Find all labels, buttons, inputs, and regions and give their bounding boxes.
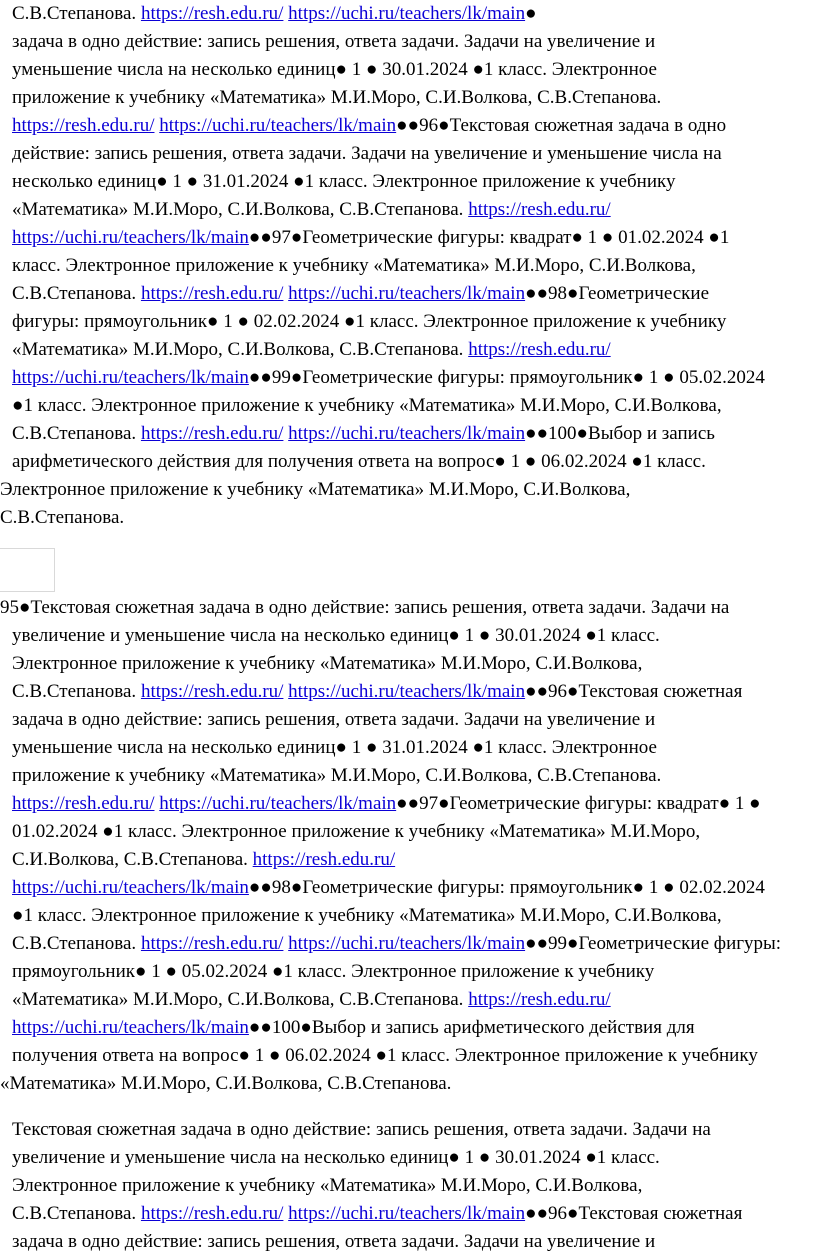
resh-link[interactable]: https://resh.edu.ru/ bbox=[140, 1203, 284, 1224]
text-line: задача в одно действие: запись решения, ответа задачи. Задачи на увеличение и bbox=[12, 31, 656, 52]
text-line: Электронное приложение к учебнику «Математика» М.И.Моро, С.И.Волкова, bbox=[12, 653, 643, 674]
text-line: 01.02.2024 ●1 класс. Электронное приложение к учебнику «Математика» М.И.Моро, bbox=[12, 821, 701, 842]
text-line: уменьшение числа на несколько единиц● 1 ● 30.01.2024 ●1 класс. Электронное bbox=[12, 59, 657, 80]
text-line bbox=[12, 930, 781, 958]
text-line: ●1 класс. Электронное приложение к учебнику «Математика» М.И.Моро, С.И.Волкова, bbox=[12, 905, 722, 926]
resh-link[interactable]: https://resh.edu.ru/ bbox=[140, 681, 284, 702]
text: «Математика» М.И.Моро, С.И.Волкова, С.В.Степанова. bbox=[12, 199, 464, 220]
uchi-link[interactable]: https://uchi.ru/teachers/lk/main bbox=[288, 681, 526, 702]
text: С.В.Степанова. bbox=[12, 3, 137, 24]
text-line: Текстовая сюжетная задача в одно действие: запись решения, ответа задачи. Задачи на bbox=[12, 1119, 711, 1140]
resh-link[interactable]: https://resh.edu.ru/ bbox=[140, 933, 284, 954]
text: ●●97●Геометрические фигуры: квадрат● 1 ● 01.02.2024 ●1 bbox=[248, 227, 730, 248]
text-line bbox=[12, 874, 765, 902]
uchi-link[interactable]: https://uchi.ru/teachers/lk/main bbox=[159, 793, 397, 814]
text-line bbox=[12, 0, 537, 28]
text-line: уменьшение числа на несколько единиц● 1 ● 31.01.2024 ●1 класс. Электронное bbox=[12, 737, 657, 758]
text-line bbox=[12, 1014, 695, 1042]
text-line: ●1 класс. Электронное приложение к учебнику «Математика» М.И.Моро, С.И.Волкова, bbox=[12, 395, 722, 416]
resh-link[interactable]: https://resh.edu.ru/ bbox=[140, 283, 284, 304]
text-line: приложение к учебнику «Математика» М.И.Моро, С.И.Волкова, С.В.Степанова. bbox=[12, 765, 662, 786]
text-line bbox=[12, 196, 611, 224]
text: ●●99●Геометрические фигуры: bbox=[525, 933, 782, 954]
uchi-link[interactable]: https://uchi.ru/teachers/lk/main bbox=[288, 933, 526, 954]
text-line bbox=[12, 280, 709, 308]
text-line: класс. Электронное приложение к учебнику «Математика» М.И.Моро, С.И.Волкова, bbox=[12, 255, 696, 276]
text: ●●97●Геометрические фигуры: квадрат● 1 ● bbox=[396, 793, 761, 814]
text: С.В.Степанова. bbox=[12, 681, 137, 702]
text-line: действие: запись решения, ответа задачи. Задачи на увеличение и уменьшение числа на bbox=[12, 143, 722, 164]
uchi-link[interactable]: https://uchi.ru/teachers/lk/main bbox=[159, 115, 397, 136]
text-line: 95●Текстовая сюжетная задача в одно действие: запись решения, ответа задачи. Задачи на bbox=[0, 597, 730, 618]
text-line bbox=[12, 678, 742, 706]
text-line bbox=[12, 364, 765, 392]
text-line: увеличение и уменьшение числа на несколько единиц● 1 ● 30.01.2024 ●1 класс. bbox=[12, 1147, 660, 1168]
text-line bbox=[12, 224, 729, 252]
text-line: прямоугольник● 1 ● 05.02.2024 ●1 класс. Электронное приложение к учебнику bbox=[12, 961, 655, 982]
text: «Математика» М.И.Моро, С.И.Волкова, С.В.Степанова. bbox=[12, 989, 464, 1010]
text-line bbox=[12, 336, 611, 364]
uchi-link[interactable]: https://uchi.ru/teachers/lk/main bbox=[12, 1017, 249, 1038]
resh-link[interactable]: https://resh.edu.ru/ bbox=[252, 849, 396, 870]
uchi-link[interactable]: https://uchi.ru/teachers/lk/main bbox=[288, 3, 526, 24]
text-line: несколько единиц● 1 ● 31.01.2024 ●1 класс. Электронное приложение к учебнику bbox=[12, 171, 676, 192]
bullet: ● bbox=[525, 3, 537, 24]
resh-link[interactable]: https://resh.edu.ru/ bbox=[468, 339, 611, 360]
text-line: задача в одно действие: запись решения, ответа задачи. Задачи на увеличение и bbox=[12, 1231, 656, 1252]
uchi-link[interactable]: https://uchi.ru/teachers/lk/main bbox=[12, 877, 249, 898]
text: ●●99●Геометрические фигуры: прямоугольник● 1 ● 05.02.2024 bbox=[248, 367, 765, 388]
text: ●●96●Текстовая сюжетная задача в одно bbox=[396, 115, 727, 136]
resh-link[interactable]: https://resh.edu.ru/ bbox=[468, 989, 611, 1010]
resh-link[interactable]: https://resh.edu.ru/ bbox=[140, 423, 284, 444]
text-line bbox=[12, 986, 611, 1014]
resh-link[interactable]: https://resh.edu.ru/ bbox=[468, 199, 611, 220]
text-line: задача в одно действие: запись решения, ответа задачи. Задачи на увеличение и bbox=[12, 709, 656, 730]
text-line: Электронное приложение к учебнику «Математика» М.И.Моро, С.И.Волкова, bbox=[0, 479, 631, 500]
text-line: «Математика» М.И.Моро, С.И.Волкова, С.В.Степанова. bbox=[0, 1073, 452, 1094]
text-line bbox=[12, 790, 761, 818]
uchi-link[interactable]: https://uchi.ru/teachers/lk/main bbox=[12, 367, 249, 388]
uchi-link[interactable]: https://uchi.ru/teachers/lk/main bbox=[288, 423, 526, 444]
text: ●●100●Выбор и запись арифметического действия для bbox=[248, 1017, 695, 1038]
text: С.В.Степанова. bbox=[12, 423, 137, 444]
text-line: увеличение и уменьшение числа на несколько единиц● 1 ● 30.01.2024 ●1 класс. bbox=[12, 625, 660, 646]
text: ●●96●Текстовая сюжетная bbox=[525, 681, 743, 702]
text: С.В.Степанова. bbox=[12, 1203, 137, 1224]
uchi-link[interactable]: https://uchi.ru/teachers/lk/main bbox=[12, 227, 249, 248]
uchi-link[interactable]: https://uchi.ru/teachers/lk/main bbox=[288, 1203, 526, 1224]
text-line bbox=[12, 420, 715, 448]
text: С.И.Волкова, С.В.Степанова. bbox=[12, 849, 248, 870]
text: ●●98●Геометрические фигуры: прямоугольник● 1 ● 02.02.2024 bbox=[248, 877, 765, 898]
text-line: получения ответа на вопрос● 1 ● 06.02.2024 ●1 класс. Электронное приложение к учебнику bbox=[12, 1045, 758, 1066]
text: ●●100●Выбор и запись bbox=[525, 423, 715, 444]
text-line bbox=[12, 112, 726, 140]
text: ●●96●Текстовая сюжетная bbox=[525, 1203, 743, 1224]
text-line bbox=[12, 846, 395, 874]
uchi-link[interactable]: https://uchi.ru/teachers/lk/main bbox=[288, 283, 526, 304]
text: ●●98●Геометрические bbox=[525, 283, 710, 304]
text-line: фигуры: прямоугольник● 1 ● 02.02.2024 ●1 класс. Электронное приложение к учебнику bbox=[12, 311, 727, 332]
resh-link[interactable]: https://resh.edu.ru/ bbox=[140, 3, 284, 24]
text: С.В.Степанова. bbox=[12, 933, 137, 954]
text-line: приложение к учебнику «Математика» М.И.Моро, С.И.Волкова, С.В.Степанова. bbox=[12, 87, 662, 108]
text-line bbox=[12, 1200, 742, 1228]
image-placeholder bbox=[0, 548, 55, 592]
resh-link[interactable]: https://resh.edu.ru/ bbox=[12, 793, 155, 814]
resh-link[interactable]: https://resh.edu.ru/ bbox=[12, 115, 155, 136]
text-line: арифметического действия для получения ответа на вопрос● 1 ● 06.02.2024 ●1 класс. bbox=[12, 451, 706, 472]
text: С.В.Степанова. bbox=[12, 283, 137, 304]
text: «Математика» М.И.Моро, С.И.Волкова, С.В.Степанова. bbox=[12, 339, 464, 360]
text-line: Электронное приложение к учебнику «Математика» М.И.Моро, С.И.Волкова, bbox=[12, 1175, 643, 1196]
text-line: С.В.Степанова. bbox=[0, 507, 125, 528]
